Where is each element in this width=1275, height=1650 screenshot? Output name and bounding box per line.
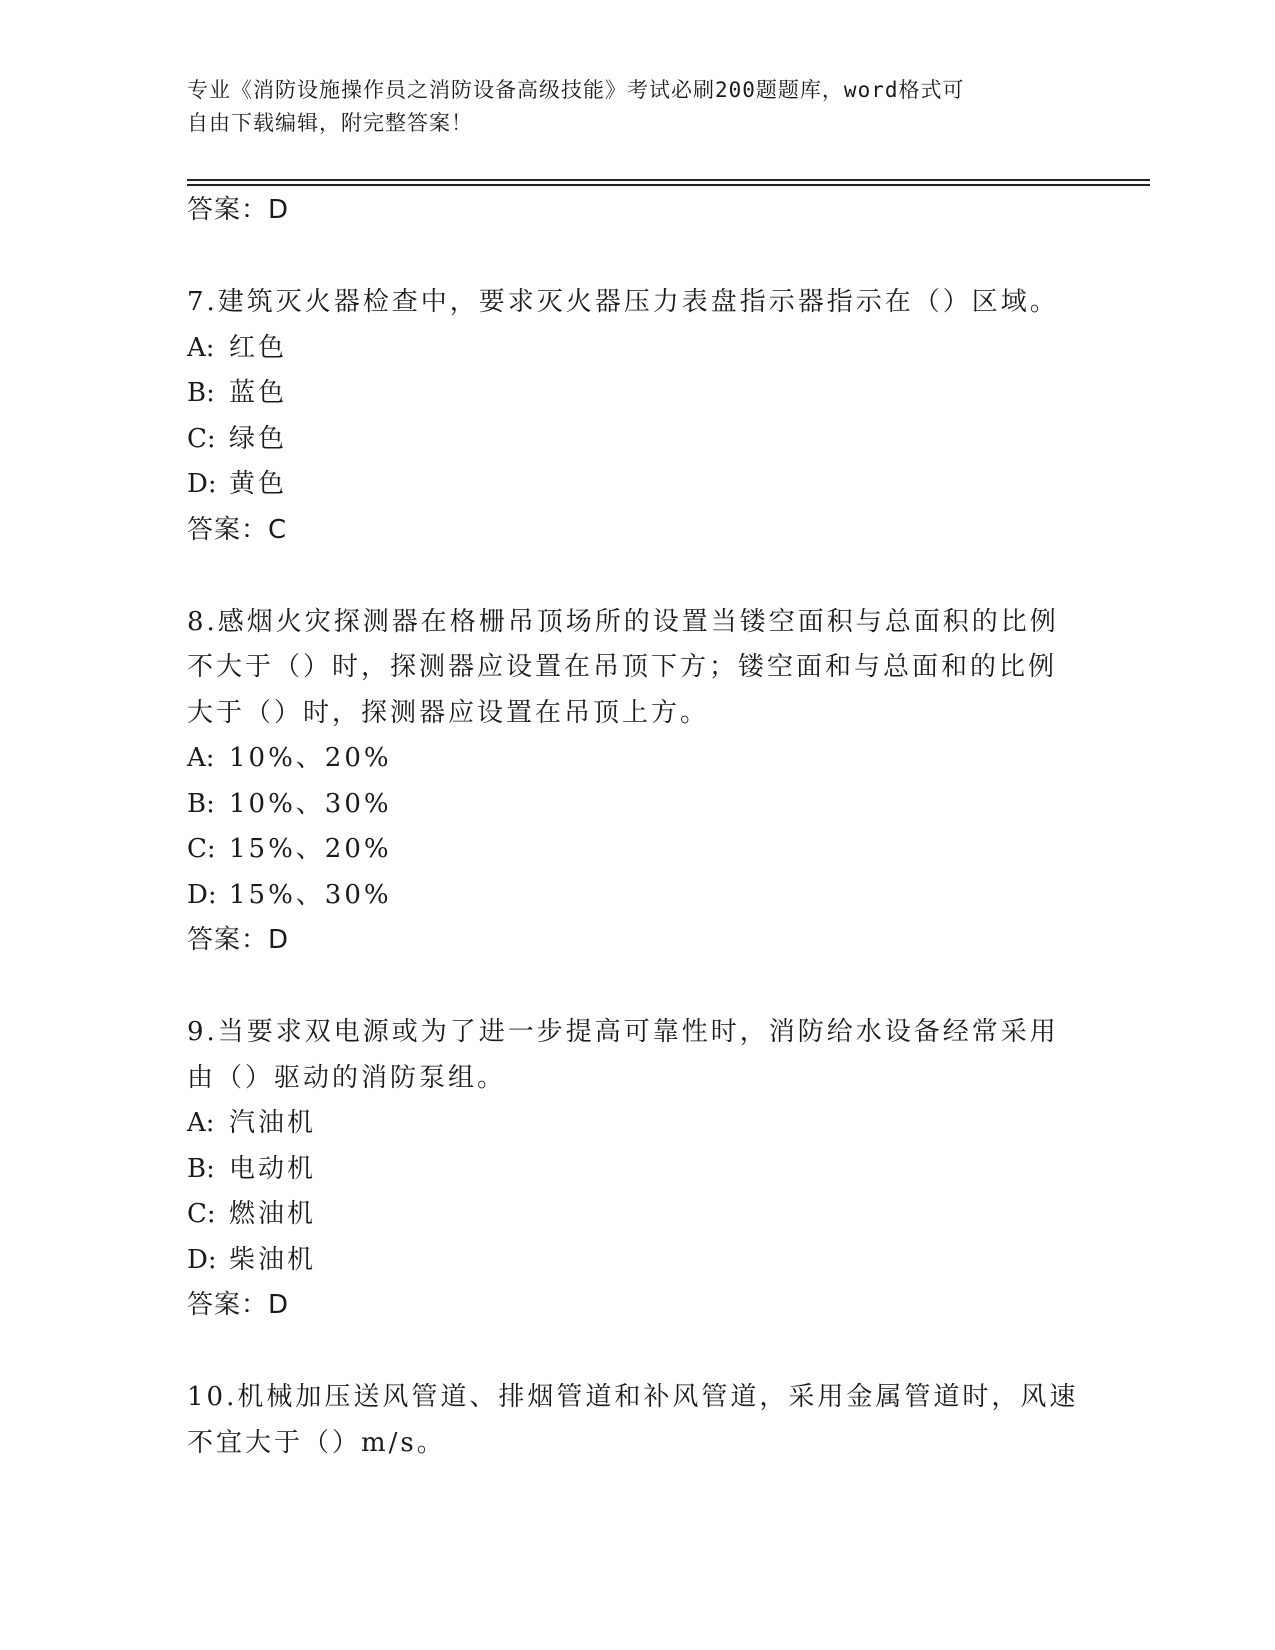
option-letter: B:: [187, 1153, 215, 1184]
question-item: [187, 600, 1087, 964]
answer-value: D: [268, 925, 290, 955]
option-text: 电动机: [229, 1153, 317, 1184]
question-text-line: 8.感烟火灾探测器在格栅吊顶场所的设置当镂空面积与总面积的比例: [187, 606, 1059, 637]
option-letter: B:: [187, 378, 215, 408]
option-b: [187, 782, 1087, 828]
option-text: 15%、20%: [229, 834, 392, 864]
option-letter: B:: [187, 788, 215, 819]
option-letter: A:: [187, 332, 215, 363]
option-d: [187, 1238, 1087, 1284]
option-d: [187, 462, 1087, 508]
question-text-line: 不大于（）时，探测器应设置在吊顶下方；镂空面和与总面和的比例: [187, 652, 1058, 682]
question-item: [187, 1010, 1087, 1328]
option-letter: C:: [187, 423, 216, 454]
question-text: [187, 1375, 1087, 1466]
answer-line: [187, 1283, 1087, 1328]
option-c: [187, 827, 1087, 873]
option-text: 10%、20%: [229, 743, 392, 773]
option-letter: D:: [187, 879, 217, 910]
answer-label: 答案：: [187, 195, 269, 225]
option-text: 10%、30%: [229, 788, 392, 819]
question-text: [187, 600, 1087, 737]
option-b: [187, 371, 1087, 417]
answer-line: [187, 188, 1087, 233]
option-c: [187, 1192, 1087, 1238]
option-a: [187, 326, 1087, 372]
question-text-line: 大于（）时，探测器应设置在吊顶上方。: [187, 697, 710, 728]
option-text: 绿色: [229, 423, 288, 454]
option-a: [187, 736, 1087, 782]
question-text-line: 7.建筑灭火器检查中，要求灭火器压力表盘指示器指示在（）区域。: [187, 287, 1059, 317]
answer-line: [187, 918, 1087, 963]
option-text: 红色: [229, 332, 288, 363]
option-text: 15%、30%: [229, 879, 392, 910]
option-letter: A:: [187, 1108, 215, 1138]
header-line-2: 自由下载编辑，附完整答案！: [187, 111, 473, 135]
answer-label: 答案：: [187, 925, 269, 955]
question-text: [187, 1010, 1087, 1101]
header-line-1: 专业《消防设施操作员之消防设备高级技能》考试必刷200题题库，word格式可: [187, 78, 965, 102]
option-d: [187, 873, 1087, 919]
question-text-line: 由（）驱动的消防泵组。: [187, 1062, 507, 1093]
question-list: [187, 188, 1087, 1466]
answer-line: [187, 508, 1087, 553]
question-text: [187, 280, 1087, 326]
option-b: [187, 1147, 1087, 1193]
option-text: 燃油机: [229, 1199, 317, 1229]
option-c: [187, 417, 1087, 463]
header-divider-bottom: [187, 184, 1150, 186]
option-text: 黄色: [229, 469, 288, 499]
question-text-line: 不宜大于（）m/s。: [187, 1427, 446, 1458]
option-letter: C:: [187, 834, 216, 864]
question-item: [187, 1375, 1087, 1466]
option-text: 蓝色: [229, 378, 288, 408]
answer-value: D: [268, 195, 290, 225]
question-text-line: 9.当要求双电源或为了进一步提高可靠性时，消防给水设备经常采用: [187, 1017, 1059, 1047]
question-text-line: 10.机械加压送风管道、排烟管道和补风管道，采用金属管道时，风速: [187, 1382, 1079, 1412]
answer-value: C: [268, 514, 288, 545]
option-text: 汽油机: [229, 1108, 317, 1138]
option-letter: D:: [187, 1244, 217, 1275]
answer-value: D: [268, 1290, 290, 1320]
option-letter: C:: [187, 1199, 216, 1229]
answer-label: 答案：: [187, 514, 269, 545]
option-letter: A:: [187, 743, 215, 773]
answer-label: 答案：: [187, 1290, 269, 1320]
header-divider-top: [187, 179, 1150, 181]
page-header: [187, 74, 1067, 140]
option-a: [187, 1101, 1087, 1147]
question-item: [187, 280, 1087, 553]
option-letter: D:: [187, 469, 217, 499]
option-text: 柴油机: [229, 1244, 317, 1275]
